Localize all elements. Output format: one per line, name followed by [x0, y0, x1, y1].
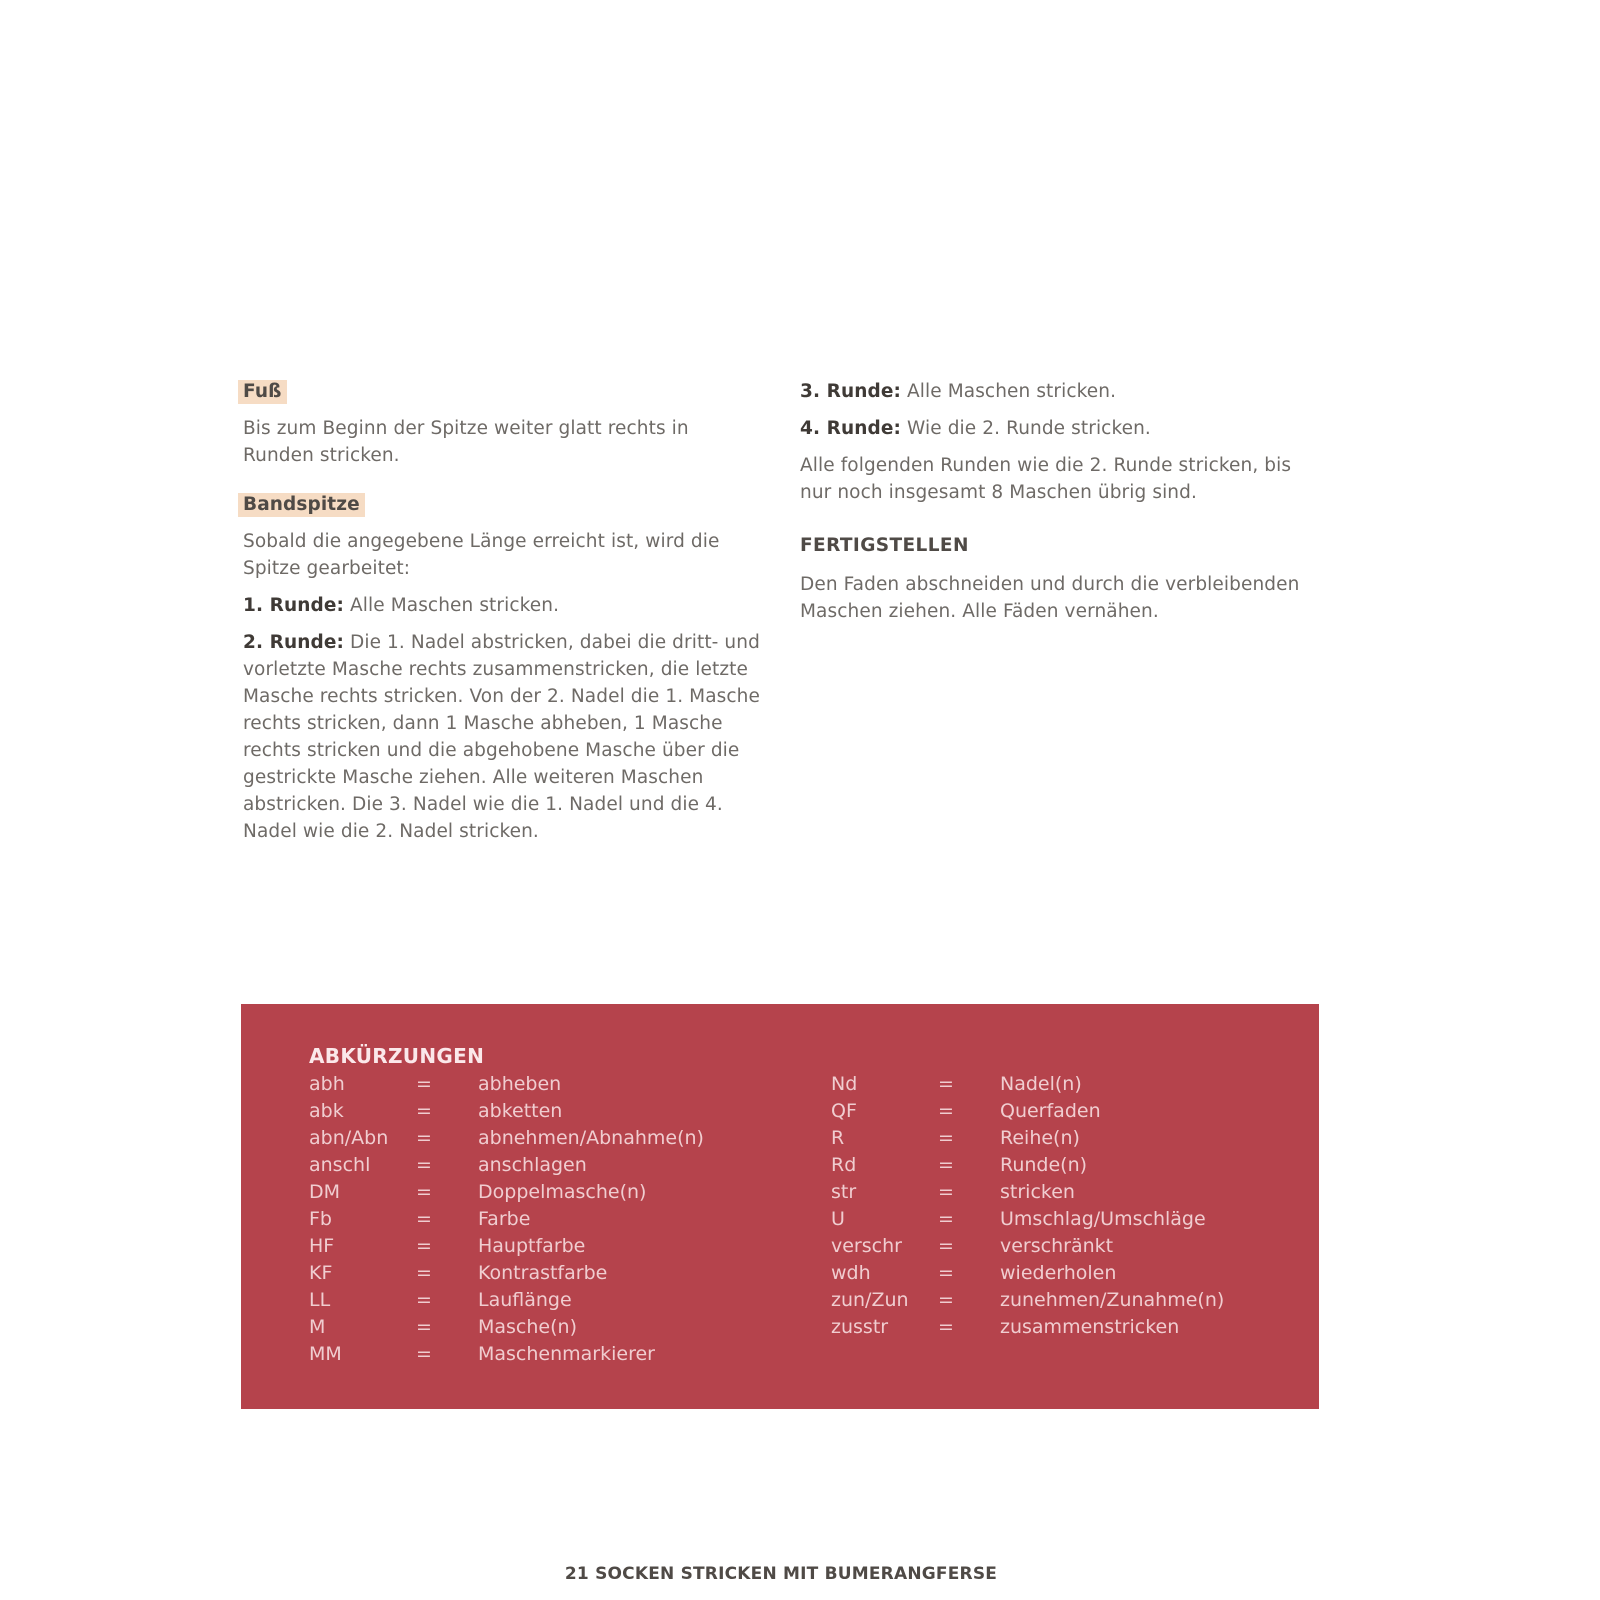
abbreviation-row: [831, 1233, 1271, 1260]
abbreviation-meaning: Nadel(n): [1000, 1073, 1082, 1095]
abbreviation-term: wdh: [831, 1262, 871, 1284]
round-4-label: 4. Runde:: [800, 418, 902, 439]
abbreviation-term: str: [831, 1181, 857, 1203]
foot-heading: Fuß: [238, 380, 287, 404]
abbreviation-row: [309, 1152, 749, 1179]
abbreviation-meaning: abnehmen/Abnahme(n): [478, 1127, 704, 1149]
abbreviation-term: abn/Abn: [309, 1127, 389, 1149]
abbreviation-meaning: Kontrastfarbe: [478, 1262, 608, 1284]
abbreviation-meaning: Reihe(n): [1000, 1127, 1080, 1149]
abbreviation-row: [309, 1071, 749, 1098]
abbreviation-row: [309, 1206, 749, 1233]
abbreviation-row: [831, 1179, 1271, 1206]
abbreviation-meaning: Masche(n): [478, 1316, 577, 1338]
abbreviation-meaning: Lauflänge: [478, 1289, 572, 1311]
abbreviation-term: HF: [309, 1235, 335, 1257]
equals-sign: =: [938, 1181, 954, 1203]
abbreviation-row: [831, 1152, 1271, 1179]
abbreviation-meaning: abheben: [478, 1073, 562, 1095]
abbreviation-term: KF: [309, 1262, 333, 1284]
abbreviation-term: zun/Zun: [831, 1289, 909, 1311]
abbreviation-term: abk: [309, 1100, 344, 1122]
abbreviation-row: [831, 1098, 1271, 1125]
round-3-label: 3. Runde:: [800, 381, 902, 402]
abbreviation-term: verschr: [831, 1235, 902, 1257]
foot-text: Bis zum Beginn der Spitze weiter glatt rechts in Runden stricken.: [243, 418, 689, 466]
abbreviation-term: zusstr: [831, 1316, 889, 1338]
abbreviation-term: Fb: [309, 1208, 332, 1230]
abbreviation-row: [309, 1125, 749, 1152]
abbreviations-box: [241, 1004, 1319, 1409]
abbreviation-term: U: [831, 1208, 845, 1230]
abbreviation-row: [309, 1098, 749, 1125]
abbreviation-row: [309, 1233, 749, 1260]
round-4: [800, 415, 1320, 442]
abbreviation-meaning: stricken: [1000, 1181, 1075, 1203]
abbreviation-term: MM: [309, 1343, 342, 1365]
equals-sign: =: [938, 1316, 954, 1338]
abbreviation-term: abh: [309, 1073, 345, 1095]
right-column: [800, 378, 1320, 625]
abbreviation-meaning: abketten: [478, 1100, 563, 1122]
abbreviation-term: Nd: [831, 1073, 858, 1095]
following-rounds-text: Alle folgenden Runden wie die 2. Runde stricken, bis nur noch insgesamt 8 Maschen übrig sind.: [800, 455, 1292, 503]
abbreviation-row: [309, 1179, 749, 1206]
equals-sign: =: [416, 1262, 432, 1284]
left-column: [243, 378, 763, 845]
abbreviation-meaning: anschlagen: [478, 1154, 587, 1176]
abbreviation-row: [309, 1314, 749, 1341]
abbreviation-row: [831, 1260, 1271, 1287]
abbreviation-meaning: verschränkt: [1000, 1235, 1114, 1257]
abbreviation-meaning: zusammenstricken: [1000, 1316, 1180, 1338]
page-footer: 21 SOCKEN STRICKEN MIT BUMERANGFERSE: [564, 1564, 998, 1584]
round-1-text: Alle Maschen stricken.: [350, 595, 560, 616]
equals-sign: =: [938, 1208, 954, 1230]
abbreviation-term: anschl: [309, 1154, 371, 1176]
abbreviation-meaning: Querfaden: [1000, 1100, 1101, 1122]
equals-sign: =: [416, 1154, 432, 1176]
round-1-label: 1. Runde:: [243, 595, 345, 616]
equals-sign: =: [938, 1100, 954, 1122]
abbreviation-row: [831, 1071, 1271, 1098]
abbreviation-term: Rd: [831, 1154, 857, 1176]
abbreviation-term: R: [831, 1127, 845, 1149]
abbreviation-meaning: Doppelmasche(n): [478, 1181, 647, 1203]
abbreviation-meaning: Farbe: [478, 1208, 531, 1230]
abbreviation-row: [309, 1260, 749, 1287]
equals-sign: =: [416, 1208, 432, 1230]
abbreviation-term: M: [309, 1316, 326, 1338]
finish-text: Den Faden abschneiden und durch die verbleibenden Maschen ziehen. Alle Fäden vernähen.: [800, 574, 1300, 622]
abbreviation-row: [309, 1287, 749, 1314]
round-2-text: Die 1. Nadel abstricken, dabei die dritt- und vorletzte Masche rechts zusammenstricken, die letzte Masche rechts stricken. Von der 2. Nadel die 1. Masche rechts stricken, dann 1 Masche abheben, 1 Masche rechts stricken und die abgehobene Masche über die gestrickte Masche ziehen. Alle weiteren Maschen abstricken. Die 3. Nadel wie die 1. Nadel und die 4. Nadel wie die 2. Nadel stricken.: [243, 632, 760, 842]
abbreviation-row: [831, 1206, 1271, 1233]
equals-sign: =: [416, 1073, 432, 1095]
equals-sign: =: [416, 1316, 432, 1338]
equals-sign: =: [416, 1100, 432, 1122]
round-3: [800, 378, 1320, 405]
round-3-text: Alle Maschen stricken.: [907, 381, 1117, 402]
equals-sign: =: [416, 1235, 432, 1257]
equals-sign: =: [938, 1127, 954, 1149]
toe-heading: Bandspitze: [238, 493, 365, 517]
equals-sign: =: [416, 1181, 432, 1203]
abbreviation-row: [831, 1287, 1271, 1314]
abbreviation-term: LL: [309, 1289, 331, 1311]
round-4-text: Wie die 2. Runde stricken.: [907, 418, 1151, 439]
abbreviations-list-right: [831, 1071, 1271, 1341]
abbreviation-meaning: Hauptfarbe: [478, 1235, 586, 1257]
abbreviation-meaning: zunehmen/Zunahme(n): [1000, 1289, 1225, 1311]
finish-heading: FERTIGSTELLEN: [800, 535, 969, 556]
abbreviation-row: [309, 1341, 749, 1368]
abbreviation-meaning: Maschenmarkierer: [478, 1343, 655, 1365]
equals-sign: =: [938, 1154, 954, 1176]
equals-sign: =: [938, 1073, 954, 1095]
abbreviation-meaning: Runde(n): [1000, 1154, 1088, 1176]
abbreviations-list-left: [309, 1071, 749, 1368]
equals-sign: =: [416, 1289, 432, 1311]
equals-sign: =: [416, 1343, 432, 1365]
equals-sign: =: [938, 1289, 954, 1311]
abbreviation-term: QF: [831, 1100, 857, 1122]
equals-sign: =: [938, 1262, 954, 1284]
equals-sign: =: [938, 1235, 954, 1257]
abbreviation-row: [831, 1314, 1271, 1341]
abbreviation-meaning: wiederholen: [1000, 1262, 1117, 1284]
abbreviation-term: DM: [309, 1181, 341, 1203]
round-2: [243, 629, 763, 845]
abbreviation-row: [831, 1125, 1271, 1152]
round-1: [243, 592, 763, 619]
abbreviations-title: ABKÜRZUNGEN: [309, 1044, 485, 1068]
round-2-label: 2. Runde:: [243, 632, 345, 653]
equals-sign: =: [416, 1127, 432, 1149]
abbreviation-meaning: Umschlag/Umschläge: [1000, 1208, 1206, 1230]
toe-intro: Sobald die angegebene Länge erreicht ist, wird die Spitze gearbeitet:: [243, 531, 720, 579]
